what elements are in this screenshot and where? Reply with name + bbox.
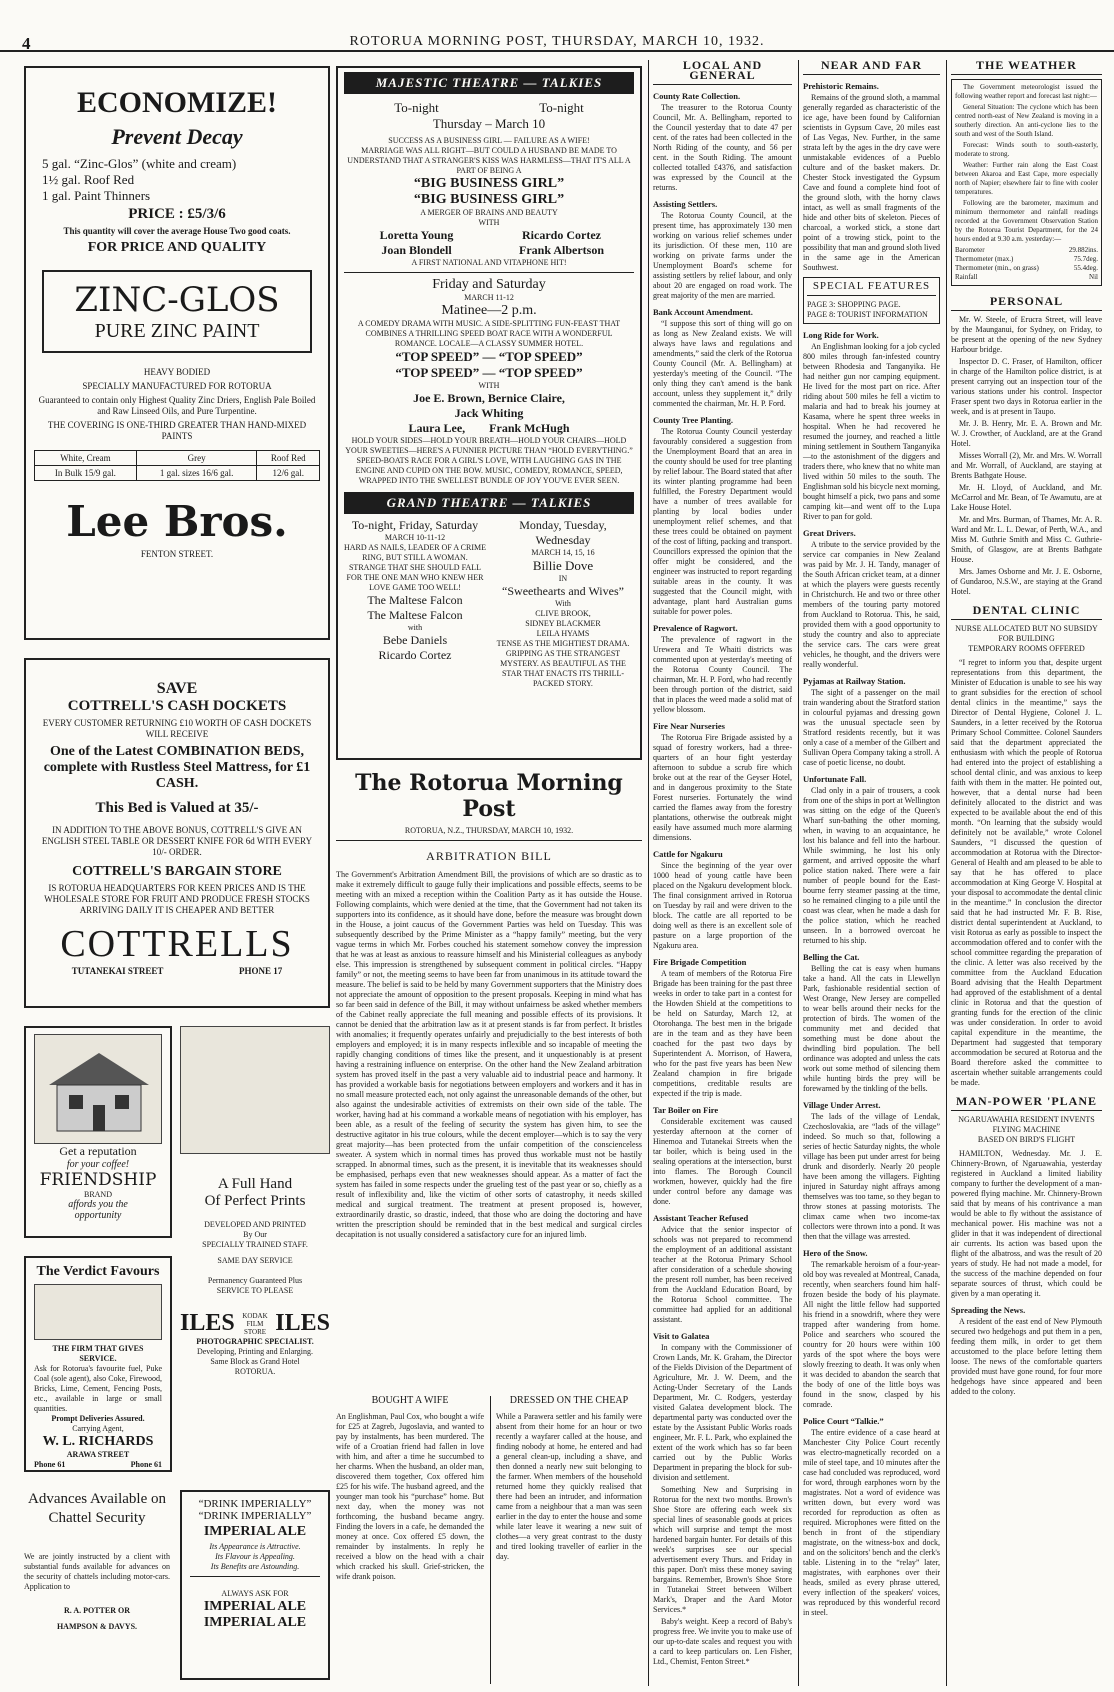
personal-header: PERSONAL [951,296,1102,311]
cast-member: Ricardo Cortez [522,228,601,242]
ad-ale-b2: IMPERIAL ALE [203,1615,307,1630]
ad-prints-l10: ROTORUA. [234,1367,276,1376]
near-far-item-heading: Prehistoric Remains. [803,81,879,91]
majestic-with2: WITH [478,381,500,390]
ad-chattel-title: Advances Available on Chattel Security [27,1491,166,1526]
ad-chattel-n1: R. A. POTTER OR [63,1606,130,1615]
majestic-fsblurb: A COMEDY DRAMA WITH MUSIC. A SIDE-SPLITTING FUN-FEAST THAT COMBINES A THRILLING SPEED BOAT RACE WITH A WONDERFUL ROMANCE. LOCALE—A CLASSY SUMMER HOTEL. [357,319,621,348]
ad-economize-tag: FOR PRICE AND QUALITY [87,240,267,255]
ad-prints-l3: SPECIALLY TRAINED STAFF. [202,1240,308,1249]
local-item-body: Since the beginning of the year over 1000 head of young cattle have been placed on the Ngakuru development block. The final consignment arrived in Rotorua on Tuesday by rail and were driven to the block. The cattle are all reported to be doing well as there is an excellent sole of pasture on a large proportion of the Ngakuru area. [653,861,792,950]
ad-friendship-l2: for your coffee! [66,1159,130,1170]
ad-body3: Guaranteed to contain only Highest Quality Zinc Driers, English Pale Boiled and Raw Linseed Oils, and Pure Turpentine. [38,395,316,416]
local-item-body: In company with the Commissioner of Crown Lands, Mr. K. Graham, the Director of the Fields Division of the Department of Agriculture, Mr. J. W. Deem, and the Acting-Under Secretary of the Lands Department, Mr. C. Rodgers, yesterday visited Galatea development block. The departmental party was conducted over the estate by the Assistant Public Works roads engineer, Mr. F. L. Park, who explained the extent of the work which has so far been carried out by the Public Works Department in preparing the block for sub-division and settlement. [653,1343,792,1482]
cast-member: LEILA HYAMS [536,629,590,638]
ad-prints-iles-left: ILES [180,1310,235,1336]
near-far-item-heading: Belling the Cat. [803,952,860,962]
near-far-item-body: Belling the cat is easy when humans take a hand. All the cats in Llewellyn Park, fashionable residential section of West Orange, New Jersey are compelled to wear bells around their necks for the protection of birds. The women of the community met and decided that something must be done about the dwindling bird population. The bell ordinance was adopted and unless the cats work out some method of silencing them while hunting birds the prey will be forewarned by the tinkling of the bells. [803,964,940,1093]
ad-economize-headline: ECONOMIZE! [76,86,277,119]
ad-verdict-prompt: Prompt Deliveries Assured. [51,1414,145,1423]
local-general-column [648,60,792,1686]
near-far-item-heading: Police Court “Talkie.” [803,1416,884,1426]
ad-friendship-l6: opportunity [74,1210,122,1221]
ad-verdict-title: The Verdict Favours [36,1264,160,1279]
truck-illustration [34,1284,162,1340]
cards-illustration [180,1026,330,1154]
ad-firm-street: FENTON STREET. [140,549,214,559]
dental-header: DENTAL CLINIC [951,605,1102,620]
weather-readings: Following are the barometer, maximum and minimum thermometer and rainfall readings recorded at the Government Observation Station by the Rotorua Tourist Department, for the 24 hours ended at 9.30 a.m. yesterday:— [955,199,1098,243]
ad-chattel-n2: HAMPSON & DAVYS. [56,1622,138,1631]
manpower-body2: A resident of the east end of New Plymouth secured two hedgehogs and put them in a pen, feeding them milk, in order to get them accustomed to the place before letting them loose. The news of the comfortable quarters provided must have gone round, for four more hedgehogs have since appeared and been added to the colony. [951,1317,1102,1396]
grand-band: GRAND THEATRE — TALKIES [344,492,634,514]
local-item-heading: Bank Account Amendment. [653,307,753,317]
near-far-item-heading: Long Ride for Work. [803,330,879,340]
ad-cottrells-valued: This Bed is Valued at 35/- [95,800,259,816]
cast-member: Bebe Daniels [382,633,448,647]
majestic-topspeed1: “TOP SPEED” — “TOP SPEED” [395,349,583,364]
ad-economize-line3: 1 gal. Paint Thinners [42,188,151,203]
ad-prints-l9: Same Block as Grand Hotel [210,1357,300,1366]
local-item-body: The Rotorua Fire Brigade assisted by a squad of forestry workers, had a three-quarters of an hour fight yesterday afternoon to subdue a scrub fire which broke out at the rear of the Geyser Hotel, and in dangerous proximity to the State Forest nurseries. Fortunately the wind carried the flames away from the forestry plantations, otherwise the outbreak might easily have assumed much more alarming dimensions. [653,733,792,842]
ad-prints-h1: A Full Hand [217,1176,293,1192]
ad-verdict-phone-right: Phone 61 [130,1460,162,1469]
majestic-band: MAJESTIC THEATRE — TALKIES [344,72,634,94]
dressed-cheap-body: While a Parawera settler and his family were absent from their home for an hour or two recently a wayfarer called at the house, and finding nobody at home, he entered and had a general clean-up, including a shave, and then donned a nearly new suit belonging to the farmer. When members of the household returned home they quickly realised that there had been an intruder, and information came from a neighbour that a man was seen earlier in the day to enter the house and some while later leave it wearing a new suit of clothes—a very great contrast to the dusty and tired looking traveller of earlier in the day. [496,1412,642,1561]
special-feature-1: PAGE 3: SHOPPING PAGE. [807,300,901,309]
grand-left-with: with [407,623,423,632]
local-item-body: The Rotorua County Council, at the present time, has approximately 130 men working on various relief schemes under its jurisdiction. Of these men, 110 are working on private farms under the Unemployment Board's scheme for assisting settlers by relief labour, and only about 20 are engaged on road work. The great majority of the men are married. [653,211,792,300]
local-item-heading: Assisting Settlers. [653,199,718,209]
editorial-title: ARBITRATION BILL [426,849,552,863]
ad-friendship-brand: FRIENDSHIP [39,1170,157,1190]
weather-intro: The Government meteorologist issued the following weather report and forecast last night:— [955,83,1098,100]
near-far-item-heading: Village Under Arrest. [803,1100,881,1110]
personal-item: Mr. W. Steele, of Erucra Street, will leave by the Maunganui, for Sydney, on Friday, to be present at the opening of the new Sydney Harbour bridge. [951,315,1102,354]
local-ad-baby: Baby's weight. Keep a record of Baby's progress free. We invite you to make use of our up-to-date scales and request you with a card to keep particulars on. Len Fisher, Ltd., Chemist, Fenton Street.* [653,1617,792,1666]
majestic-blurb: MARRIAGE WAS ALL RIGHT—BUT COULD A HUSBAND BE MADE TO UNDERSTAND THAT A STRANGER'S KISS WAS HARMLESS—THAT IT'S ALL A PART OF BEING A [347,146,631,175]
ad-brand-sub: PURE ZINC PAINT [94,320,260,342]
local-item-heading: County Rate Collection. [653,91,741,101]
bought-wife-title: BOUGHT A WIFE [371,1396,449,1406]
ad-prints-iles-right: ILES [275,1310,330,1336]
near-far-item-body: The entire evidence of a case heard at Manchester City Police Court recently was electro-magnetically recorded on a mile of steel tape, and 10 minutes after the case had concluded was reproduced, word for word, through earphones worn by the magistrates. Not a word of evidence was written down, but every word was recorded for reproduction as often as required. Microphones were fitted on the bench in front of the stipendiary magistrate, on the witness-box and dock, and on the solicitors' bench and the clerk's table. Listening in to the “relay” later, magistrates, with earphones over their heads, smiled as every phrase uttered, every inflection of the speakers' voices, was reproduced by this wonderful record in steel. [803,1428,940,1617]
majestic-date: Thursday – March 10 [432,116,546,131]
dressed-cheap-title: DRESSED ON THE CHEAP [509,1396,629,1406]
weather-general: General Situation: The cyclone which has been centred north-east of New Zealand is moving in a southerly direction. An anti-cyclone lies to the south and west of the South Island. [955,103,1098,138]
local-item-heading: County Tree Planting. [653,415,734,425]
majestic-tonight-right: To-night [539,100,584,115]
personal-item: Mr. and Mrs. Burman, of Thames, Mr. A. R. Ward and Mr. L. L. Dewar, of Perth, W.A., and Miss M. Guthrie Smith and Miss C. Guthrie-Smith, of Glasgow, are at Brents Bathgate House. [951,515,1102,564]
near-far-header: NEAR AND FAR [803,60,940,75]
ad-cottrells-save: SAVE [156,680,198,697]
ad-friendship-l4: BRAND [83,1190,112,1199]
table-row: In Bulk 15/9 gal. 1 gal. sizes 16/6 gal. 12/6 gal. [35,466,320,481]
majestic-film1: “BIG BUSINESS GIRL” [413,176,565,191]
ad-verdict [24,1256,172,1472]
local-item-heading: Visit to Galatea [653,1331,710,1341]
dental-sub1: NURSE ALLOCATED BUT NO SUBSIDY FOR BUILDING [955,624,1098,643]
personal-item: Inspector D. C. Fraser, of Hamilton, officer in charge of the Hamilton police district, is at present carrying out an inspection tour of the various stations under his control. Inspector Fraser spent two days in Rotorua earlier in the week, and is at present in Taupo. [951,357,1102,416]
ad-prints-l8: Developing, Printing and Enlarging. [196,1347,314,1356]
grand-right-blurb: TENSE AS THE MIGHTIEST DRAMA. GRIPPING AS THE STRANGEST MYSTERY. AS BEAUTIFUL AS THE STAR THAT ENACTS ITS THRILL-PACKED STORY. [496,639,630,688]
ad-verdict-firm: THE FIRM THAT GIVES SERVICE. [52,1344,144,1363]
cast-member: Joe E. Brown, Bernice Claire, [413,391,565,405]
majestic-fsdate: MARCH 11-12 [464,293,514,302]
ad-cottrells-bonus: IN ADDITION TO THE ABOVE BONUS, COTTRELL'S GIVE AN ENGLISH STEEL TABLE OR DESSERT KNIFE FOR 6d WITH EVERY 10/- ORDER. [41,825,313,857]
table-row: White, Cream Grey Roof Red [35,451,320,466]
ad-chattel [24,1490,170,1680]
ad-brand-zincglos: ZINC-GLOS [74,280,280,320]
local-general-header: LOCAL AND GENERAL [653,60,792,85]
manpower-body: HAMILTON, Wednesday. Mr. J. E. Chinnery-Brown, of Ngaruawahia, yesterday registered in Auckland a limited liability company to further the development of a man-powered flying machine. Mr. Chinnery-Brown said that by means of his contrivance a man would be able to fly without the assistance of mechanical power. His machine was not a glider in that it was independent of directional air currents. Its action was based upon the flight of the albatross, and was the result of 20 years of study. He had not made a model, for the success of the machine depended on four separate sources of thrust, which could be given by a man operating it. [951,1149,1102,1298]
ad-cottrells [24,658,330,1008]
manpower-sub2: BASED ON BIRD'S FLIGHT [977,1135,1076,1144]
grand-right-date: MARCH 14, 15, 16 [531,548,595,557]
cast-member: Ricardo Cortez [378,648,452,662]
ad-verdict-body: Ask for Rotorua's favourite fuel, Puke Coal (sole agent), also Coke, Firewood, Bricks, Lime, Cement, Fencing Posts, etc., available in large or small quantities. [34,1364,162,1413]
near-far-item-body: Remains of the ground sloth, a mammal generally regarded as characteristic of the ice age, have been found by Californian scientists in Gypsum Cave, 20 miles east of Las Vegas, Nev. Further, in the same strata left by the ages in the dry cave were unmistakable evidences of a Pueblo culture and of the basket makers. Dr. Chester Stock investigated the Gypsum Cave and found a complete hind foot of the ground sloth, with the horny claws intact, as well as small fragments of the hide and other bits of skeleton. Pieces of charcoal, a worked stick, a stone dart point of a trowing stick, point to the possibility that man and ground sloth lived in the same age in the American Southwest. [803,93,940,272]
grand-right-head: Monday, Tuesday, Wednesday [519,518,607,547]
personal-item: Misses Worrall (2), Mr. and Mrs. W. Worrall and Mr. Worrall, of Auckland, are staying at Brents Bathgate House. [951,451,1102,480]
ad-prints-l4: SAME DAY SERVICE [217,1256,293,1265]
page-number: 4 [22,34,31,52]
local-item-body: “I suppose this sort of thing will go on as long as New Zealand exists. We will always have laws and regulations and amendments,” said the clerk of the Rotorua County Council (Mr. A. Bellingham) at yesterday's meeting of the Council. “The only thing they can't amend is the bank account, unless they supplement it,” drily commented the chairman, Mr. H. P. Ford. [653,319,792,408]
masthead [0,0,1114,52]
grand-right-film: “Sweethearts and Wives” [502,584,624,598]
ad-firm-lee-bros: Lee Bros. [66,497,288,546]
near-far-item-heading: Hero of the Snow. [803,1248,868,1258]
near-far-column [798,60,940,1686]
editorial [336,770,642,1390]
ad-cottrells-store: COTTRELL'S BARGAIN STORE [72,864,282,879]
personal-item: Mrs. James Osborne and Mr. J. E. Osborne, of Gundaroo, N.S.W., are staying at the Grand Hotel. [951,567,1102,596]
cast-member: SIDNEY BLACKMER [525,619,601,628]
ad-body4: THE COVERING IS ONE-THIRD GREATER THAN HAND-MIXED PAINTS [47,420,307,441]
local-item-body: Advice that the senior inspector of schools was not prepared to recommend the employment of an additional assistant teacher at the Rotorua Primary School after consideration of a schedule showing the present roll number, has been received from the Auckland Education Board, by the Rotorua School committee. The committee had applied for an additional assistant. [653,1225,792,1324]
near-far-item-body: A tribute to the service provided by the service car companies in New Zealand was paid by Mr. J. H. Tandy, manager of the South African cricket team, at a dinner at which the players were guests recently in Christchurch. He and two or three other members of the touring party motored from Auckland to Rotorua. This, he said, provided them with a good opportunity to study the country and also to appreciate the service cars. The cars were great vehicles, he thought, and the drivers were really wonderful. [803,540,940,669]
ad-prints-l5: Permanency Guaranteed Plus [207,1276,303,1285]
cast-member: Joan Blondell [381,243,452,257]
grand-right-with: With [555,599,571,608]
ad-cottrells-every: EVERY CUSTOMER RETURNING £10 WORTH OF CASH DOCKETS WILL RECEIVE [42,718,312,739]
right-column [946,60,1102,1686]
ad-verdict-phone-left: Phone 61 [34,1460,66,1469]
local-item-heading: Tar Boiler on Fire [653,1105,719,1115]
majestic-with: WITH [478,218,500,227]
ad-body2: SPECIALLY MANUFACTURED FOR ROTORUA [82,381,272,391]
near-far-item-heading: Unfortunate Fall. [803,774,867,784]
ad-ale-a2: Its Flavour is Appealing. [215,1552,295,1561]
ad-ale-a1: Its Appearance is Attractive. [209,1542,301,1551]
cast-member: Laura Lee, Frank McHugh [408,421,570,435]
ad-body1: HEAVY BODIED [143,367,211,377]
ad-prints-l7: PHOTOGRAPHIC SPECIALIST. [196,1337,314,1346]
table-row: Barometer 29.882ins. [955,246,1098,254]
ad-ale [180,1490,330,1680]
dental-sub2: TEMPORARY ROOMS OFFERED [968,644,1085,653]
near-far-item-body: Clad only in a pair of trousers, a cook from one of the ships in port at Wellington was sitting on the edge of the Queen's Wharf sun-bathing the other morning, when, in waving to an acquaintance, he lost his balance and fell into the harbour. While swimming, he lost his only garment, and arrived opposite the wharf police station naked. There were a fair number of people bound for the East-bourne ferry steamer passing at the time, so he remained clinging to a pile until the coast was clear, when he made a dash for the police station, which he reached unseen. In a borrowed overcoat he returned to his ship. [803,786,940,945]
weather-header: THE WEATHER [951,60,1102,75]
personal-item: Mr. H. Lloyd, of Auckland, and Mr. McCarrol and Mr. Bean, of Te Awamutu, are at Lake House Hotel. [951,483,1102,512]
local-item-body: Considerable excitement was caused yesterday afternoon at the corner of Hinemoa and Tutanekai Streets when the tar boiler, which is being used in the sealing operations at the intersection, burst into flames. The Borough Council workmen, however, quickly had the fire under control before any damage was done. [653,1117,792,1206]
house-illustration [34,1034,162,1144]
theatre-ads [336,66,642,760]
ad-ale-b1: IMPERIAL ALE [203,1599,307,1614]
ad-prints-kodak: KODAK FILM STORE [242,1311,268,1336]
grand-right-in: IN [558,574,568,583]
ad-friendship [24,1026,172,1238]
majestic-tag: SUCCESS AS A BUSINESS GIRL — FAILURE AS A WIFE! [388,136,590,145]
table-row: Rainfall Nil [955,273,1098,281]
ad-economize-line2: 1½ gal. Roof Red [42,172,135,187]
local-item-heading: Fire Brigade Competition [653,957,747,967]
ad-ale-d2: “DRINK IMPERIALLY” [198,1510,312,1522]
near-far-item-body: An Englishman looking for a job cycled 800 miles through fan-infested country between Rhodesia and Tanganyika. He had neither gun nor camping equipment. He lived for the most part on rice. After riding about 500 miles he fell a victim to malaria and had to break his journey at Kasama, where he spent three weeks in hospital. When he had recovered he resumed the journey, and reached a little mining settlement in Southern Tanganyika—to the astonishment of the diggers and traders there, who knew that no white man lived within 50 miles to the south. The Englishman sold his bicycle next morning, bought himself a pick, two pans and some camping kit—and went off to the Lupa River to pan for gold. [803,342,940,521]
ad-prints [180,1026,330,1472]
majestic-blurb3: SPEED-BOATS RACE FOR A GIRL'S LOVE, WITH LAUGHING GAS IN THE ENGINE AND CUPID ON THE BOW. MUSIC, COMEDY, ROMANCE, SPEED, WRAPPED INTO THE SWELLEST BUNDLE OF JOY YOU'VE EVER SEEN. [355,456,623,485]
majestic-topspeed2: “TOP SPEED” — “TOP SPEED” [395,365,583,380]
majestic-blurb2: HOLD YOUR SIDES—HOLD YOUR BREATH—HOLD YOUR CHAIRS—HOLD YOUR SWEETIES—HERE'S A FUNNIER PICTURE THAN “HOLD EVERYTHING.” [345,436,633,455]
ad-friendship-l5: affords you the [68,1199,128,1210]
grand-left-blurb: HARD AS NAILS, LEADER OF A CRIME RING, BUT STILL A WOMAN. STRANGE THAT SHE SHOULD FALL FOR THE ONE MAN WHO KNEW HER LOVE GAME TOO WELL! [344,543,487,592]
ad-prints-h2: Of Perfect Prints [204,1193,306,1209]
majestic-film2: “BIG BUSINESS GIRL” [413,192,565,207]
ad-friendship-l1: Get a reputation [59,1144,137,1158]
ad-economize-note: This quantity will cover the average House Two good coats. [63,226,291,236]
ad-economize-price: PRICE : £5/3/6 [128,206,226,222]
cast-member: Jack Whiting [454,406,524,420]
local-item-heading: Assistant Teacher Refused [653,1213,749,1223]
cast-member: Frank Albertson [518,243,604,257]
local-item-heading: Cattle for Ngakuru [653,849,723,859]
near-far-item-body: The remarkable heroism of a four-year-old boy was revealed at Montreal, Canada, recently, when searchers found him half-frozen beside the body of his playmate. All night the little fellow had supported his friend in a snowdrift, where they were trapped after wandering from home. Police and searchers who scoured the country for 20 hours were within 100 yards of the spot where the boys were slowly freezing to death. It was only when it was decided to abandon the search that the body of one of the little boys was found in the snow, clasped by his comrade. [803,1260,940,1409]
bought-wife-body: An Englishman, Paul Cox, who bought a wife for £25 at Zagreb, Jugoslavia, and wanted to pay by instalments, has been murdered. The wife of a Croatian friend had fallen in love with him, and after a time he succumbed to her charms. When the husband, an older man, discovered them together, Cox offered him £25 for his wife. The husband agreed, and the younger man took his “purchase” home. But next day, when the money was not forthcoming, the husband became angry. Finding the lovers in a cafe, he demanded the money at once. Cox offered £5 down, the remainder by instalments. In reply he received a blow on the head with a chair which cracked his skull. Grief-stricken, the wife drank poison. [336,1412,484,1581]
ad-cottrells-offer: One of the Latest COMBINATION BEDS, complete with Rustless Steel Mattress, for £1 CASH. [43,744,311,791]
local-ad-brown: Something New and Surprising in Rotorua for the next two months. Brown's Shoe Store are offering each week six special lines of seasonable goods at prices which will surprise and tempt the most hardened bargain hunter. For details of this week's surprises see our special advertisement every Thurs. and Friday in this paper. Don't miss these money saving bargains. Remember, Brown's Shoe Store in Tutanekai Street between Wilbert Mark's, Draper and the Aard Motor Services.* [653,1485,792,1614]
ad-prints-l6: SERVICE TO PLEASE [216,1286,294,1295]
manpower-sub1: NGARUAWAHIA RESIDENT INVENTS FLYING MACHINE [958,1115,1095,1134]
editorial-body: The Government's Arbitration Amendment Bill, the provisions of which are so drastic as to make it extremely difficult to gauge fully their implications and possible effects, seems to be meeting with an mixed a reception within the Coalition Party as it has outside the House. Following complaints, which were denied at the time, that the Government had not taken its supporters into its confidence, as it should have done, before the measure was brought down in the House, a joint caucus of the Government Parties was held on Tuesday. This was subsequently described by the Prime Minister as a “happy family” meeting, but the very vague terms in which Mr. Forbes couched his statement somehow convey the impression that he was at least as anxious to reassure himself and his Ministerial colleagues as anybody else. This impression is strengthened by subsequent comment in political circles. “Happy family” or not, the meeting seems to have been far from unanimous in its attitude toward the measure. The belief is said to be held by many Government supporters that the Ministry does not appreciate the amount of opposition to the present proposals. Keeping in mind what has so far been said in defence of the Bill, it may without unfairness be asked whether members of the Cabinet really appreciate the full meaning and possible effects of its provisions. It cannot be denied that the arbitration law as it at present stands is far from perfect. It bristles with anomalies; it frequently operates unfairly and prejudicially to the best interests of both employers and employed; it is in many respects inflexible and so incapable of meeting the rapidly changing conditions of times like the present, and it unquestionably is at present having a restraining influence on enterprise. On the other hand the New Zealand arbitration system has proved itself in the past a very valuable aid to industrial peace and harmony. It has provided a workable basis for negotiations between employers and workers and it has in no small measure protected each, not only against the unreasonable demands of the other, but also against the undesirable activities of extremists on their own side of the table. The worker, having had at his command a workable means of negotiation with his employer, has been able, as a result of the feeling of security the system has given him, to see the destructive agitator in his true colours, while the decent employer—which is to say the very great majority—has been protected from the unfair competition of the conscienceless sweater. A system which in normal times has proved thus workable must not be hastily scrapped. In abnormal times, such as the present, it is inevitable that its weaknesses should be emphasised, perhaps even that new weaknesses should appear. As a matter of fact the system has failed in some respects under the grueling test of the past year or so, chiefly as a result of inflexibility and, like the victim of other sorts of catastrophy, it needs skilled medical and surgical treatment. The treatment at present proposed is, however, extraordinarily drastic, so drastic, indeed, that those who are doing the doctoring and have written the prescription should be reminded that in the best medical and surgical circles decapitation is not usually considered a satisfactory cure for an injured limb. [336,870,642,1239]
special-feature-2: PAGE 8: TOURIST INFORMATION [807,310,928,319]
ad-price-table [34,450,320,481]
grand-left-head: To-night, Friday, Saturday [351,518,479,532]
manpower-header: MAN-POWER 'PLANE [951,1096,1102,1111]
local-item-body: A team of members of the Rotorua Fire Brigade has been training for the past three weeks in order to take part in a contest for the Howden Shield at the competitions to be held on Saturday, March 12, at Otorohanga. The best men in the brigade are in the team and as they have been coached for the past two days by Superintendent A. Morrison, of Hawera, who for the past five years has been New Zealand champion in fire brigade competitions, creditable results are expected if the trip is made. [653,969,792,1098]
near-far-item-heading: Great Drivers. [803,528,856,538]
local-item-heading: Fire Near Nurseries [653,721,725,731]
ad-cottrells-hq: IS ROTORUA HEADQUARTERS FOR KEEN PRICES AND IS THE WHOLESALE STORE FOR FRUIT AND PRODUCE FRESH STOCKS ARRIVING DAILY IT IS CHEAPER AND BETTER [44,883,310,915]
table-row: Thermometer (min., on grass) 55.4deg. [955,264,1098,272]
near-far-item-heading: Pyjamas at Railway Station. [803,676,906,686]
ad-ale-d1: “DRINK IMPERIALLY” [198,1498,312,1510]
story-dressed-cheap [490,1396,642,1684]
cast-member: Loretta Young [379,228,454,242]
ad-cottrells-phone: PHONE 17 [238,966,283,976]
ad-economize-sub: Prevent Decay [111,124,243,149]
ad-cottrells-street: TUTANEKAI STREET [71,966,164,976]
editorial-dateline: ROTORUA, N.Z., THURSDAY, MARCH 10, 1932. [404,826,574,835]
ad-cottrells-dockets: COTTRELL'S CASH DOCKETS [67,698,287,714]
manpower-h2: Spreading the News. [951,1305,1026,1315]
special-features-title: SPECIAL FEATURES [812,280,931,292]
ad-verdict-street: ARAWA STREET [66,1450,130,1459]
nameplate: The Rotorua Morning Post [355,770,623,822]
dental-body: “I regret to inform you that, despite urgent representations from this department, the Minister of Education is unable to see his way to grant subsidies for the erection of school dental clinics in the meantime,” says the Director of Dental Hygiene, Colonel J. L. Saunders, in a letter received by the Rotorua Primary School Committee. Colonel Saunders said that the department appreciated the enthusiasm with which the people of Rotorua had entered into the project of establishing a school dental clinic, and was anxious to keep faith with them in the matter. He pointed out, however, that a dental nurse had been definitely allocated to the district and was expected to be available about the end of this month. “On learning that the subsidy would definitely not be available,” wrote Colonel Saunders, “I discussed the question of accommodation at Rotorua with the Director-General of Health and am pleased to be able to say that he has offered to place accommodation at King George V. Hospital at your disposal to accommodate the dental clinic in the meantime.” In conclusion the director said that he had instructed Mr. F. B. Rise, district dental superintendent at Auckland, to visit Rotorua as early as possible to inspect the accommodation offered and to confer with the school committee regarding the preparation of the clinic. A letter was also received by the committee from the Auckland Education Board advising that the Health Department had approved of the establishment of a dental clinic in Rotorua and that the question of granting funds for the erection of the clinic was under consideration. In order to avoid capital expenditure in the meantime, the Department had suggested that temporary accommodation be secured at Rotorua and the Board therefore asked the committee to ascertain whether suitable arrangements could be made. [951,658,1102,1087]
near-far-item-body: The sight of a passenger on the mail train wandering about the Stratford station in colourful pyjamas and dressing gown was the unusual spectacle seen by Stratford residents recently, but it was only a case of a member of the Gilbert and Sullivan Opera Company taking a stroll. A case of poetic license, no doubt. [803,688,940,767]
ad-verdict-carrying: Carrying Agent, [72,1424,124,1433]
weather-forecast: Forecast: Winds south to south-easterly, moderate to strong. [955,141,1098,158]
ad-ale-brand: IMPERIAL ALE [203,1524,307,1539]
ad-economize [24,66,330,640]
majestic-tonight-left: To-night [394,100,439,115]
story-bought-wife [336,1396,484,1684]
ad-ale-ask: ALWAYS ASK FOR [221,1589,289,1598]
weather-detail: Weather: Further rain along the East Coast between Akaroa and East Cape, more especially north of Napier; elsewhere fair to fine with cooler temperatures. [955,161,1098,196]
ad-chattel-body: We are jointly instructed by a client with substantial funds available for advances on the security of chattels including motor-cars. Application to [24,1552,170,1591]
local-item-body: The Rotorua County Council yesterday favourably considered a suggestion from the Unemployment Board that an area in the county should be used for tree planting by relief labour. The Board stated that after its winter planting programme had been fulfilled, the Forestry Department would have a number of trees available for planting by local bodies under unemployment relief schemes, and that these trees could be obtained on payment of the cost of lifting, packing and transport. Councillors expressed the opinion that the offer might be considered, and the engineer was instructed to report regarding suitable areas in the county. It was suggested that the Council might, with advantage, plant hard Australian gums suitable for power poles. [653,427,792,616]
local-item-body: The prevalence of ragwort in the Urewera and Te Whaiti districts was commented upon at yesterday's meeting of the Rotorua County Council. The chairman, Mr. H. P. Ford, who had recently been through portion of the district, said that in places the weed made a solid mat of yellow blossom. [653,635,792,714]
majestic-merger: A MERGER OF BRAINS AND BEAUTY [420,208,558,217]
personal-item: Mr. J. B. Henry, Mr. E. A. Brown and Mr. W. J. Crowther, of Auckland, are at the Grand Hotel. [951,419,1102,448]
near-far-item-body: The lads of the village of Lendak, Czechoslovakia, are “lads of the village” indeed. So much so that, following a series of hectic Saturday nights, the whole village has been put under arrest for being drunk and disorderly. Nearly 20 people have been among the villagers. Fighting injured in Saturday night affrays among themselves was too tame, so they began to throw stones at passing motorists. The climax came when two income-tax collectors were thrown into a pond. It was then that the village was arrested. [803,1112,940,1241]
page-title: ROTORUA MORNING POST, THURSDAY, MARCH 10, 1932. [349,34,765,49]
grand-right-star: Billie Dove [532,558,594,573]
local-item-heading: Prevalence of Ragwort. [653,623,738,633]
majestic-matinee: Matinee—2 p.m. [441,303,537,318]
ad-prints-l1: DEVELOPED AND PRINTED [204,1220,306,1229]
ad-economize-line1: 5 gal. “Zinc-Glos” (white and cream) [42,156,237,171]
majestic-fs: Friday and Saturday [432,277,546,292]
grand-left-film1: The Maltese Falcon [367,593,463,607]
cast-member: CLIVE BROOK, [535,609,591,618]
ad-prints-l2: By Our [243,1230,267,1239]
ad-verdict-name: W. L. RICHARDS [42,1434,154,1449]
ad-ale-a3: Its Benefits are Astounding. [210,1562,300,1571]
local-item-body: The treasurer to the Rotorua County Council, Mr. A. Bellingham, reported to the Council yesterday that to date 47 per cent. of the rates had been collected in the North Riding of the county, and 56 per cent. in the South Riding. The amount collected totalled £4376, and satisfaction was expressed by the Council at the returns. [653,103,792,192]
grand-left-film2: The Maltese Falcon [367,608,463,622]
ad-cottrells-logo: COTTRELLS [60,923,294,965]
table-row: Thermometer (max.) 75.7deg. [955,255,1098,263]
majestic-studio: A FIRST NATIONAL AND VITAPHONE HIT! [411,258,567,267]
grand-left-date: MARCH 10-11-12 [384,533,446,542]
